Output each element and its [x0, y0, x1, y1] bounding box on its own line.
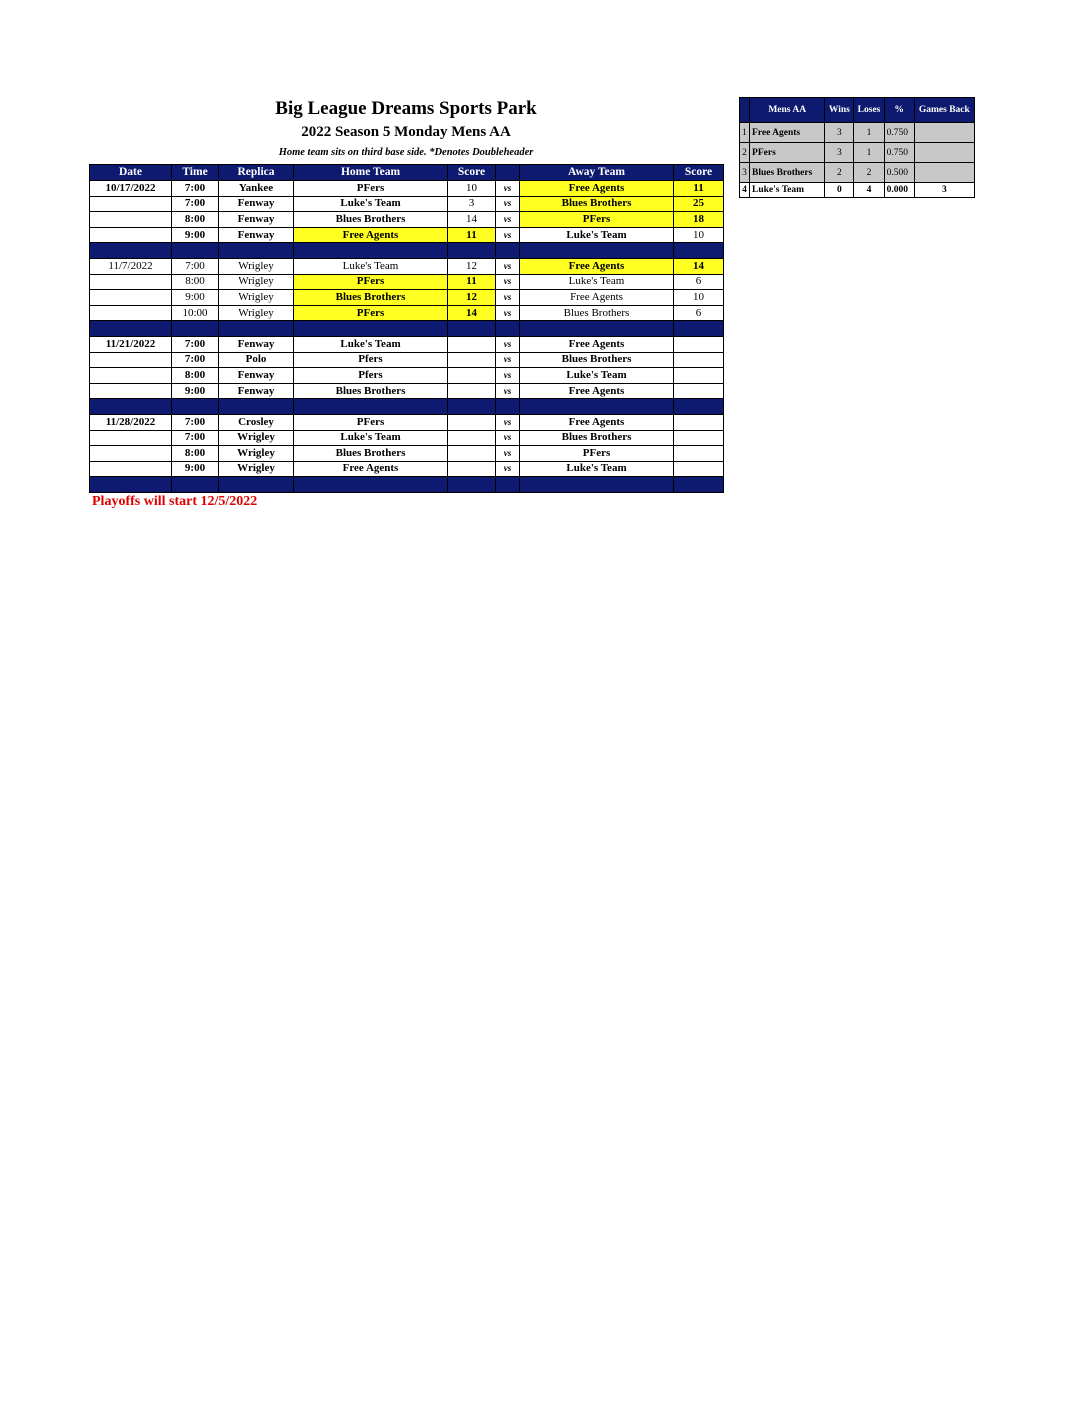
- separator-cell: [496, 477, 520, 493]
- standings-games-back-cell: [914, 163, 974, 183]
- home-score-cell: [448, 446, 496, 462]
- away-team-cell: Luke's Team: [520, 461, 674, 477]
- schedule-body: [90, 181, 724, 493]
- away-team-cell: Free Agents: [520, 383, 674, 399]
- standings-team-cell: Blues Brothers: [750, 163, 825, 183]
- separator-cell: [520, 477, 674, 493]
- separator-cell: [448, 321, 496, 337]
- game-date-cell: [90, 305, 172, 321]
- separator-cell: [674, 399, 724, 415]
- game-time-cell: 7:00: [172, 352, 219, 368]
- standings-header-loses: Loses: [854, 98, 884, 123]
- away-score-cell: [674, 414, 724, 430]
- separator-cell: [448, 477, 496, 493]
- away-score-cell: 11: [674, 181, 724, 197]
- standings-wins-cell: 3: [825, 143, 854, 163]
- separator-cell: [219, 477, 294, 493]
- game-time-cell: 7:00: [172, 430, 219, 446]
- game-field-cell: Wrigley: [219, 446, 294, 462]
- home-score-cell: 3: [448, 196, 496, 212]
- game-date-cell: [90, 274, 172, 290]
- vs-cell: vs: [496, 461, 520, 477]
- vs-cell: vs: [496, 383, 520, 399]
- away-team-cell: PFers: [520, 212, 674, 228]
- away-score-cell: [674, 383, 724, 399]
- season-subtitle: 2022 Season 5 Monday Mens AA: [301, 124, 511, 140]
- vs-cell: vs: [496, 336, 520, 352]
- away-team-cell: Free Agents: [520, 414, 674, 430]
- away-score-cell: [674, 352, 724, 368]
- home-team-cell: Blues Brothers: [294, 446, 448, 462]
- game-time-cell: 8:00: [172, 446, 219, 462]
- home-team-cell: Luke's Team: [294, 196, 448, 212]
- separator-cell: [172, 477, 219, 493]
- standings-header-division: Mens AA: [750, 98, 825, 123]
- game-row: [90, 352, 724, 368]
- standings-rank-cell: 3: [740, 163, 750, 183]
- game-field-cell: Wrigley: [219, 461, 294, 477]
- away-score-cell: [674, 446, 724, 462]
- separator-cell: [294, 477, 448, 493]
- game-field-cell: Fenway: [219, 336, 294, 352]
- game-row: [90, 305, 724, 321]
- game-time-cell: 9:00: [172, 383, 219, 399]
- away-score-cell: 25: [674, 196, 724, 212]
- home-team-cell: Luke's Team: [294, 430, 448, 446]
- vs-cell: vs: [496, 196, 520, 212]
- game-date-cell: 11/7/2022: [90, 258, 172, 274]
- col-header-time: Time: [172, 165, 219, 181]
- game-field-cell: Wrigley: [219, 290, 294, 306]
- week-separator-row: [90, 477, 724, 493]
- game-time-cell: 7:00: [172, 336, 219, 352]
- away-team-cell: Free Agents: [520, 290, 674, 306]
- home-team-cell: PFers: [294, 414, 448, 430]
- playoffs-notice: Playoffs will start 12/5/2022: [92, 494, 258, 509]
- home-score-cell: [448, 352, 496, 368]
- standings-team-cell: PFers: [750, 143, 825, 163]
- vs-cell: vs: [496, 305, 520, 321]
- separator-cell: [496, 321, 520, 337]
- game-field-cell: Polo: [219, 352, 294, 368]
- away-score-cell: 6: [674, 274, 724, 290]
- game-row: [90, 430, 724, 446]
- game-date-cell: [90, 212, 172, 228]
- schedule-note: Home team sits on third base side. *Denotes Doubleheader: [278, 147, 534, 158]
- vs-cell: vs: [496, 274, 520, 290]
- separator-cell: [520, 243, 674, 259]
- standings-loses-cell: 4: [854, 183, 884, 198]
- game-row: [90, 196, 724, 212]
- separator-cell: [674, 243, 724, 259]
- vs-cell: vs: [496, 290, 520, 306]
- separator-cell: [90, 321, 172, 337]
- game-field-cell: Fenway: [219, 383, 294, 399]
- game-time-cell: 9:00: [172, 290, 219, 306]
- away-team-cell: PFers: [520, 446, 674, 462]
- standings-team-cell: Luke's Team: [750, 183, 825, 198]
- standings-row: [740, 123, 975, 143]
- home-team-cell: Pfers: [294, 368, 448, 384]
- standings-pct-cell: 0.750: [884, 143, 914, 163]
- away-team-cell: Blues Brothers: [520, 196, 674, 212]
- home-team-cell: Blues Brothers: [294, 290, 448, 306]
- col-header-date: Date: [90, 165, 172, 181]
- game-field-cell: Wrigley: [219, 430, 294, 446]
- separator-cell: [172, 399, 219, 415]
- standings-body: [740, 123, 975, 198]
- game-date-cell: 10/17/2022: [90, 181, 172, 197]
- col-header-home-score: Score: [448, 165, 496, 181]
- home-score-cell: 10: [448, 181, 496, 197]
- home-score-cell: 12: [448, 258, 496, 274]
- away-score-cell: 18: [674, 212, 724, 228]
- standings-header-rank: [740, 98, 750, 123]
- game-date-cell: [90, 446, 172, 462]
- game-field-cell: Wrigley: [219, 305, 294, 321]
- separator-cell: [172, 243, 219, 259]
- separator-cell: [219, 399, 294, 415]
- home-team-cell: Free Agents: [294, 227, 448, 243]
- home-team-cell: PFers: [294, 274, 448, 290]
- game-time-cell: 7:00: [172, 258, 219, 274]
- game-field-cell: Fenway: [219, 368, 294, 384]
- standings-pct-cell: 0.750: [884, 123, 914, 143]
- game-row: [90, 274, 724, 290]
- home-score-cell: [448, 368, 496, 384]
- home-team-cell: Luke's Team: [294, 336, 448, 352]
- game-time-cell: 8:00: [172, 368, 219, 384]
- vs-cell: vs: [496, 352, 520, 368]
- standings-loses-cell: 1: [854, 143, 884, 163]
- game-date-cell: 11/28/2022: [90, 414, 172, 430]
- away-score-cell: 10: [674, 227, 724, 243]
- game-date-cell: [90, 352, 172, 368]
- standings-loses-cell: 2: [854, 163, 884, 183]
- game-row: [90, 368, 724, 384]
- home-score-cell: [448, 336, 496, 352]
- standings-header-row: [740, 98, 975, 123]
- home-team-cell: Free Agents: [294, 461, 448, 477]
- week-separator-row: [90, 399, 724, 415]
- game-field-cell: Fenway: [219, 227, 294, 243]
- standings-pct-cell: 0.500: [884, 163, 914, 183]
- game-date-cell: [90, 430, 172, 446]
- standings-header-wins: Wins: [825, 98, 854, 123]
- game-date-cell: [90, 290, 172, 306]
- home-score-cell: [448, 461, 496, 477]
- away-team-cell: Free Agents: [520, 336, 674, 352]
- standings-games-back-cell: [914, 123, 974, 143]
- game-date-cell: [90, 383, 172, 399]
- separator-cell: [90, 243, 172, 259]
- separator-cell: [90, 477, 172, 493]
- standings-rank-cell: 1: [740, 123, 750, 143]
- standings-row: [740, 143, 975, 163]
- away-score-cell: [674, 430, 724, 446]
- home-score-cell: [448, 430, 496, 446]
- col-header-replica: Replica: [219, 165, 294, 181]
- separator-cell: [219, 321, 294, 337]
- vs-cell: vs: [496, 227, 520, 243]
- game-field-cell: Yankee: [219, 181, 294, 197]
- vs-cell: vs: [496, 430, 520, 446]
- game-row: [90, 212, 724, 228]
- game-field-cell: Wrigley: [219, 258, 294, 274]
- home-team-cell: PFers: [294, 305, 448, 321]
- away-team-cell: Blues Brothers: [520, 352, 674, 368]
- standings-rank-cell: 2: [740, 143, 750, 163]
- away-score-cell: [674, 368, 724, 384]
- separator-cell: [294, 399, 448, 415]
- standings-team-cell: Free Agents: [750, 123, 825, 143]
- game-row: [90, 446, 724, 462]
- standings-wins-cell: 0: [825, 183, 854, 198]
- game-row: [90, 227, 724, 243]
- home-team-cell: Blues Brothers: [294, 212, 448, 228]
- home-team-cell: Pfers: [294, 352, 448, 368]
- game-row: [90, 461, 724, 477]
- home-score-cell: 14: [448, 305, 496, 321]
- schedule-header-row: [90, 165, 724, 181]
- game-date-cell: [90, 196, 172, 212]
- standings-loses-cell: 1: [854, 123, 884, 143]
- standings-table: [739, 97, 975, 198]
- week-separator-row: [90, 243, 724, 259]
- game-field-cell: Wrigley: [219, 274, 294, 290]
- game-time-cell: 10:00: [172, 305, 219, 321]
- separator-cell: [496, 399, 520, 415]
- game-field-cell: Crosley: [219, 414, 294, 430]
- game-row: [90, 414, 724, 430]
- standings-games-back-cell: 3: [914, 183, 974, 198]
- vs-cell: vs: [496, 446, 520, 462]
- game-row: [90, 383, 724, 399]
- vs-cell: vs: [496, 414, 520, 430]
- away-score-cell: 6: [674, 305, 724, 321]
- separator-cell: [172, 321, 219, 337]
- standings-row: [740, 163, 975, 183]
- home-score-cell: 11: [448, 227, 496, 243]
- away-team-cell: Free Agents: [520, 181, 674, 197]
- away-team-cell: Blues Brothers: [520, 305, 674, 321]
- away-score-cell: 10: [674, 290, 724, 306]
- vs-cell: vs: [496, 368, 520, 384]
- vs-cell: vs: [496, 258, 520, 274]
- vs-cell: vs: [496, 181, 520, 197]
- game-row: [90, 181, 724, 197]
- game-time-cell: 7:00: [172, 196, 219, 212]
- separator-cell: [219, 243, 294, 259]
- home-team-cell: Luke's Team: [294, 258, 448, 274]
- separator-cell: [496, 243, 520, 259]
- separator-cell: [448, 243, 496, 259]
- home-team-cell: PFers: [294, 181, 448, 197]
- away-team-cell: Luke's Team: [520, 368, 674, 384]
- standings-pct-cell: 0.000: [884, 183, 914, 198]
- schedule-table: [89, 164, 724, 493]
- away-score-cell: [674, 336, 724, 352]
- home-score-cell: 12: [448, 290, 496, 306]
- game-date-cell: [90, 227, 172, 243]
- standings-wins-cell: 2: [825, 163, 854, 183]
- separator-cell: [294, 243, 448, 259]
- game-row: [90, 290, 724, 306]
- separator-cell: [90, 399, 172, 415]
- separator-cell: [294, 321, 448, 337]
- game-time-cell: 9:00: [172, 227, 219, 243]
- week-separator-row: [90, 321, 724, 337]
- home-team-cell: Blues Brothers: [294, 383, 448, 399]
- game-date-cell: [90, 368, 172, 384]
- home-score-cell: 14: [448, 212, 496, 228]
- standings-games-back-cell: [914, 143, 974, 163]
- standings-row: [740, 183, 975, 198]
- separator-cell: [520, 399, 674, 415]
- away-score-cell: 14: [674, 258, 724, 274]
- game-row: [90, 336, 724, 352]
- page-title: Big League Dreams Sports Park: [275, 98, 537, 119]
- separator-cell: [520, 321, 674, 337]
- game-field-cell: Fenway: [219, 196, 294, 212]
- separator-cell: [674, 321, 724, 337]
- vs-cell: vs: [496, 212, 520, 228]
- home-score-cell: [448, 383, 496, 399]
- home-score-cell: 11: [448, 274, 496, 290]
- game-date-cell: 11/21/2022: [90, 336, 172, 352]
- standings-header-games-back: Games Back: [914, 98, 974, 123]
- away-team-cell: Blues Brothers: [520, 430, 674, 446]
- game-time-cell: 7:00: [172, 181, 219, 197]
- game-field-cell: Fenway: [219, 212, 294, 228]
- col-header-home-team: Home Team: [294, 165, 448, 181]
- game-time-cell: 7:00: [172, 414, 219, 430]
- standings-wins-cell: 3: [825, 123, 854, 143]
- game-date-cell: [90, 461, 172, 477]
- separator-cell: [448, 399, 496, 415]
- standings-rank-cell: 4: [740, 183, 750, 198]
- col-header-away-score: Score: [674, 165, 724, 181]
- game-row: [90, 258, 724, 274]
- away-team-cell: Luke's Team: [520, 274, 674, 290]
- game-time-cell: 8:00: [172, 274, 219, 290]
- game-time-cell: 9:00: [172, 461, 219, 477]
- home-score-cell: [448, 414, 496, 430]
- separator-cell: [674, 477, 724, 493]
- away-score-cell: [674, 461, 724, 477]
- away-team-cell: Free Agents: [520, 258, 674, 274]
- game-time-cell: 8:00: [172, 212, 219, 228]
- col-header-vs: [496, 165, 520, 181]
- standings-header-pct: %: [884, 98, 914, 123]
- away-team-cell: Luke's Team: [520, 227, 674, 243]
- col-header-away-team: Away Team: [520, 165, 674, 181]
